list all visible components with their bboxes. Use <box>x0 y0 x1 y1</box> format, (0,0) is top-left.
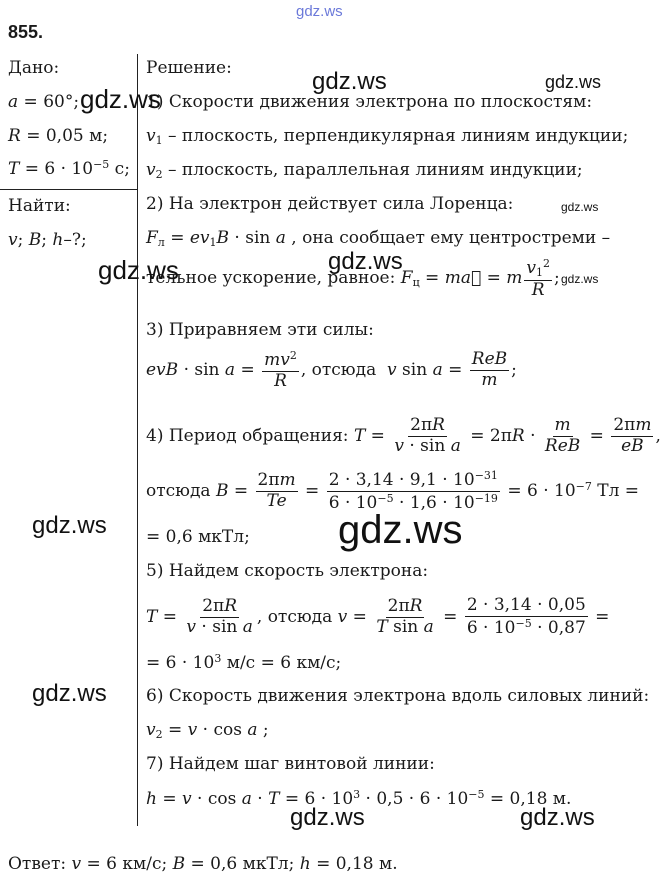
step-3-title: 3) Приравняем эти силы: <box>146 320 374 340</box>
step-4-field-result: = 0,6 мкТл; <box>146 527 250 547</box>
watermark-7: gdz.ws <box>561 272 599 286</box>
find-label: Найти: <box>8 196 71 216</box>
step-4-field: отсюда B = $\frac{2\pi m}{Te}$ = $\frac{2 \cdot 3,14 \cdot 9,1 \cdot 10^{-31}}{6 \cdot 10^{-5} \cdot 1,6 \cdot 10^{-19}}$ = $6 \cdot 10^{-7}$ Тл = <box>146 469 640 513</box>
problem-number: 855. <box>8 22 44 42</box>
step-6-equation: $v_2 = v \cdot \cos a$ ; <box>146 720 269 741</box>
step-7-title: 7) Найдем шаг винтовой линии: <box>146 754 435 774</box>
watermark-top: gdz.ws <box>296 3 343 20</box>
watermark-1: gdz.ws <box>80 84 161 114</box>
watermark-4: gdz.ws <box>561 200 599 214</box>
step-3-equation: evB · sin a = $\frac{mv^2}{R}$ , отсюда v sin a = $\frac{\text{ReB}}{m}$ ; <box>146 349 517 391</box>
problem-number-text: 855 <box>8 22 39 42</box>
table-divider-vertical <box>137 54 138 826</box>
step-1-title: 1) Скорости движения электрона по плоскостям: <box>146 92 593 112</box>
step-5-equation: T = $\frac{2\pi R}{\text{v · sin a}}$ , отсюда v = $\frac{2\pi R}{\text{T sin a}}$ = $\frac{2 \cdot 3,14 \cdot 0,05}{6 \cdot 10^{-5} \cdot 0,87}$ = <box>146 595 610 638</box>
watermark-8: gdz.ws <box>32 512 107 539</box>
find-values: v; B; h–?; <box>8 230 87 250</box>
watermark-5: gdz.ws <box>98 255 179 285</box>
watermark-3: gdz.ws <box>545 72 602 92</box>
watermark-11: gdz.ws <box>290 804 365 831</box>
answer: Ответ: v = 6 км/с; B = 0,6 мкТл; h = 0,18 м. <box>8 854 398 874</box>
given-period: $T = 6 \cdot 10^{-5}$ с; <box>8 158 130 179</box>
step-5-result: = $6 \cdot 10^3$ м/с = 6 км/с; <box>146 652 342 673</box>
step-1-v2: $v_2$ – плоскость, параллельная линиям индукции; <box>146 160 583 181</box>
given-radius: R = 0,05 м; <box>8 126 109 146</box>
solution-label: Решение: <box>146 58 232 78</box>
table-divider-horizontal <box>0 189 137 190</box>
step-6-title: 6) Скорость движения электрона вдоль силовых линий: <box>146 686 650 706</box>
step-4-period: 4) Период обращения: T = $\frac{2\pi R}{\text{v · sin a}}$ = 2πR · $\frac{m}{\text{ReB}}$ = $\frac{2\pi m}{eB}$ , <box>146 415 661 456</box>
watermark-10: gdz.ws <box>32 680 107 707</box>
given-angle: a = 60°; <box>8 92 80 112</box>
step-5-title: 5) Найдем скорость электрона: <box>146 561 429 581</box>
step-2-lorentz: $F_л = ev_1B \cdot \sin a$ , она сообщает ему центростреми – <box>146 228 611 249</box>
step-2-centripetal: тельное ускорение, равное: $F_ц$ = ma⃗ = m $\frac{v_1^2}{R}$ ; <box>146 257 560 300</box>
watermark-6: gdz.ws <box>328 248 403 275</box>
step-7-equation: $h = v \cdot \cos a \cdot T = 6 \cdot 10^3 \cdot 0,5 \cdot 6 \cdot 10^{-5} = 0,18$ м. <box>146 788 572 809</box>
watermark-2: gdz.ws <box>312 68 387 95</box>
step-1-v1: $v_1$ – плоскость, перпендикулярная линиям индукции; <box>146 126 629 147</box>
watermark-9: gdz.ws <box>338 508 463 552</box>
watermark-12: gdz.ws <box>520 804 595 831</box>
given-label: Дано: <box>8 58 60 78</box>
step-2-title: 2) На электрон действует сила Лоренца: <box>146 194 514 214</box>
